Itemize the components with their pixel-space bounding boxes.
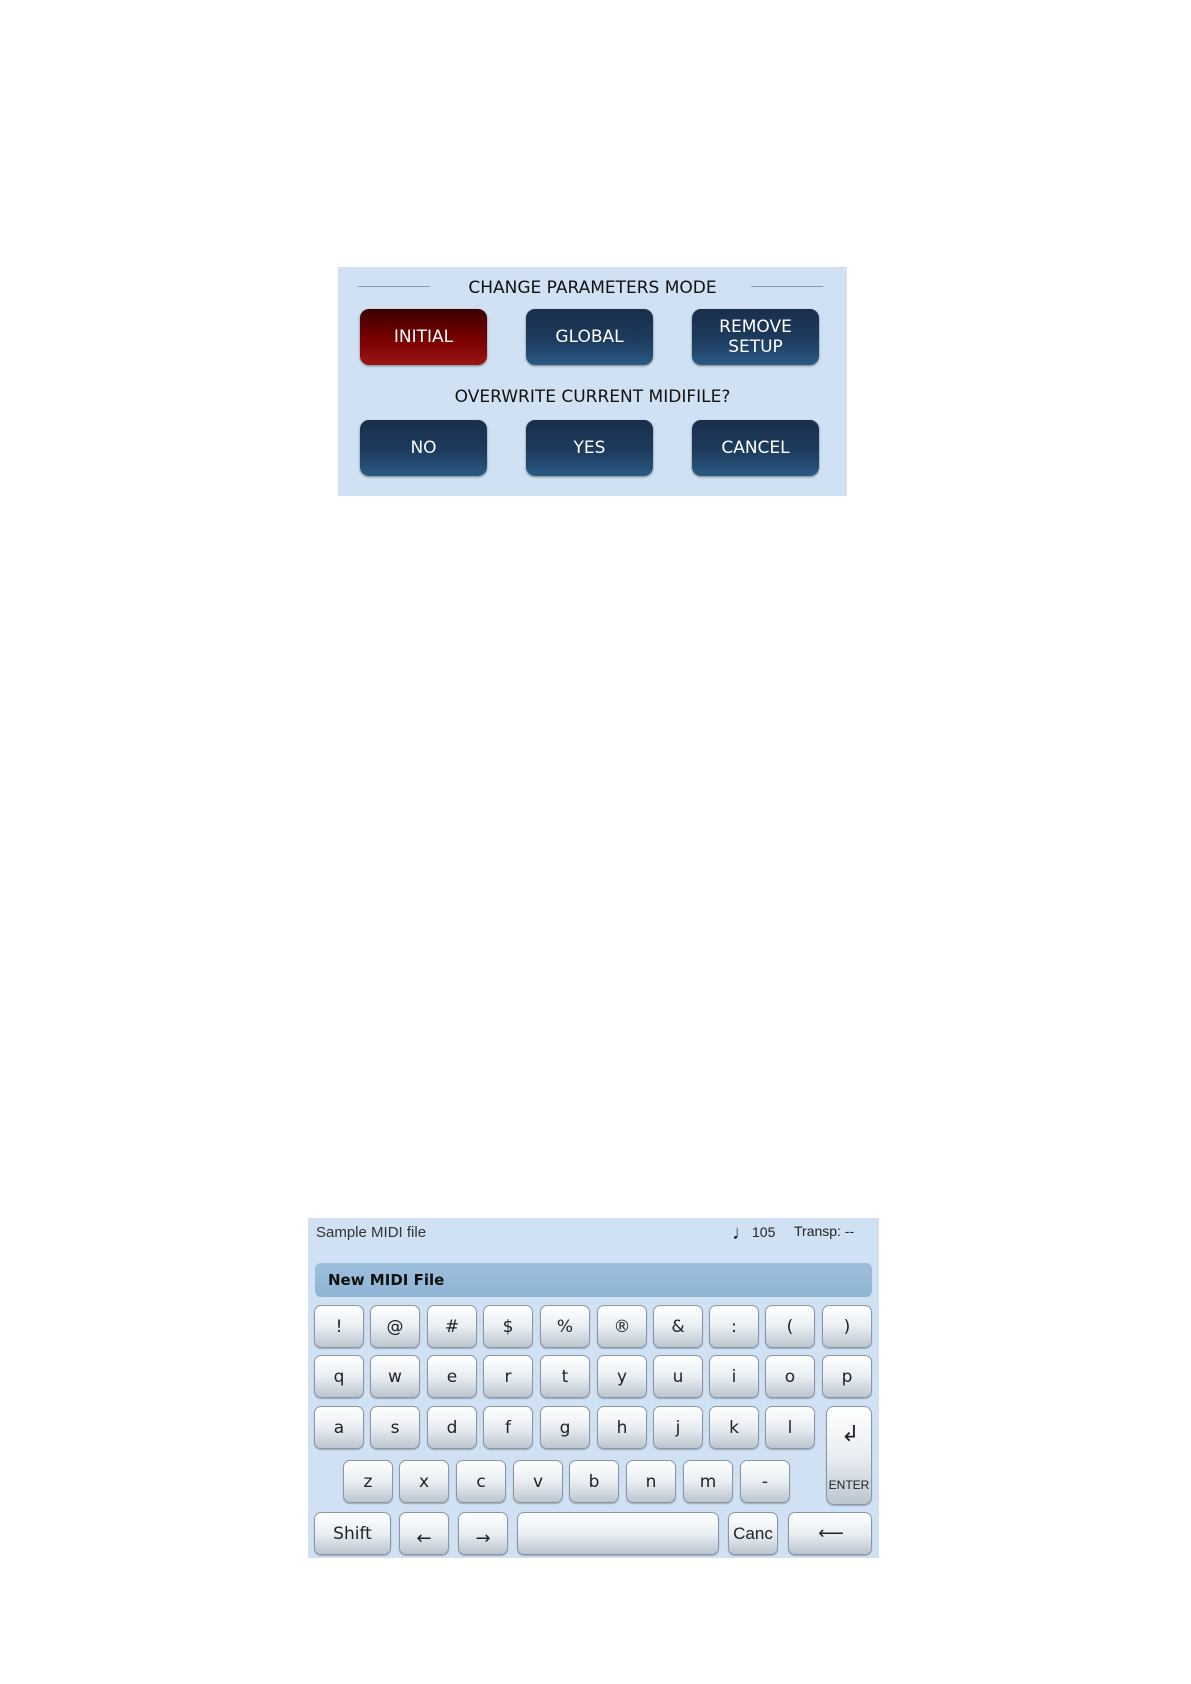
enter-label: ENTER [828, 1478, 870, 1492]
yes-button[interactable]: YES [526, 420, 653, 476]
arrow-right-icon: → [475, 1528, 491, 1549]
key[interactable]: b [569, 1460, 619, 1503]
song-title: Sample MIDI file [316, 1224, 427, 1241]
key[interactable]: # [427, 1305, 477, 1348]
key[interactable]: t [540, 1355, 590, 1398]
key[interactable]: w [370, 1355, 420, 1398]
key[interactable]: e [427, 1355, 477, 1398]
enter-key[interactable] [826, 1406, 872, 1505]
key[interactable]: m [683, 1460, 733, 1503]
no-button[interactable]: NO [360, 420, 487, 476]
key[interactable]: ! [314, 1305, 364, 1348]
key[interactable]: r [483, 1355, 533, 1398]
key[interactable]: f [483, 1406, 533, 1449]
tempo-value: 105 [752, 1224, 776, 1240]
midi-name-keyboard [308, 1218, 879, 1558]
key[interactable]: n [626, 1460, 676, 1503]
arrow-left-icon: ← [416, 1528, 432, 1549]
backspace-icon: ⟵ [818, 1523, 842, 1544]
key[interactable]: & [653, 1305, 703, 1348]
tempo-display [732, 1222, 775, 1245]
change-parameters-dialog [338, 267, 847, 496]
key[interactable]: i [709, 1355, 759, 1398]
cursor-right-key[interactable] [458, 1512, 508, 1555]
key[interactable]: ) [822, 1305, 872, 1348]
initial-button[interactable]: INITIAL [360, 309, 487, 365]
key[interactable]: o [765, 1355, 815, 1398]
overwrite-question: OVERWRITE CURRENT MIDIFILE? [454, 387, 731, 407]
space-key[interactable] [517, 1512, 719, 1555]
key[interactable]: c [456, 1460, 506, 1503]
cursor-left-key[interactable] [399, 1512, 449, 1555]
key[interactable]: : [709, 1305, 759, 1348]
cancel-button[interactable]: CANCEL [692, 420, 819, 476]
global-button[interactable]: GLOBAL [526, 309, 653, 365]
return-icon: ↲ [841, 1422, 860, 1447]
key[interactable]: z [343, 1460, 393, 1503]
key[interactable]: p [822, 1355, 872, 1398]
key[interactable]: % [540, 1305, 590, 1348]
key[interactable]: s [370, 1406, 420, 1449]
key[interactable]: u [653, 1355, 703, 1398]
dialog-title: CHANGE PARAMETERS MODE [468, 278, 717, 298]
transpose-display: Transp: -- [794, 1223, 855, 1239]
backspace-key[interactable] [788, 1512, 872, 1555]
quarter-note-icon: ♩ [732, 1222, 752, 1244]
remove-setup-label: REMOVE SETUP [719, 317, 792, 357]
file-name-input[interactable]: New MIDI File [315, 1263, 872, 1297]
key[interactable]: h [597, 1406, 647, 1449]
key[interactable]: v [513, 1460, 563, 1503]
key[interactable]: a [314, 1406, 364, 1449]
shift-key[interactable]: Shift [314, 1512, 391, 1555]
key[interactable]: - [740, 1460, 790, 1503]
key[interactable]: d [427, 1406, 477, 1449]
key[interactable]: $ [483, 1305, 533, 1348]
key[interactable]: g [540, 1406, 590, 1449]
key[interactable]: y [597, 1355, 647, 1398]
key[interactable]: k [709, 1406, 759, 1449]
key[interactable]: x [399, 1460, 449, 1503]
canc-key[interactable]: Canc [728, 1512, 778, 1555]
key[interactable]: @ [370, 1305, 420, 1348]
remove-setup-button[interactable] [692, 309, 819, 365]
title-divider-right [751, 286, 823, 287]
key[interactable]: q [314, 1355, 364, 1398]
key[interactable]: l [765, 1406, 815, 1449]
key[interactable]: ( [765, 1305, 815, 1348]
key[interactable]: ® [597, 1305, 647, 1348]
key[interactable]: j [653, 1406, 703, 1449]
